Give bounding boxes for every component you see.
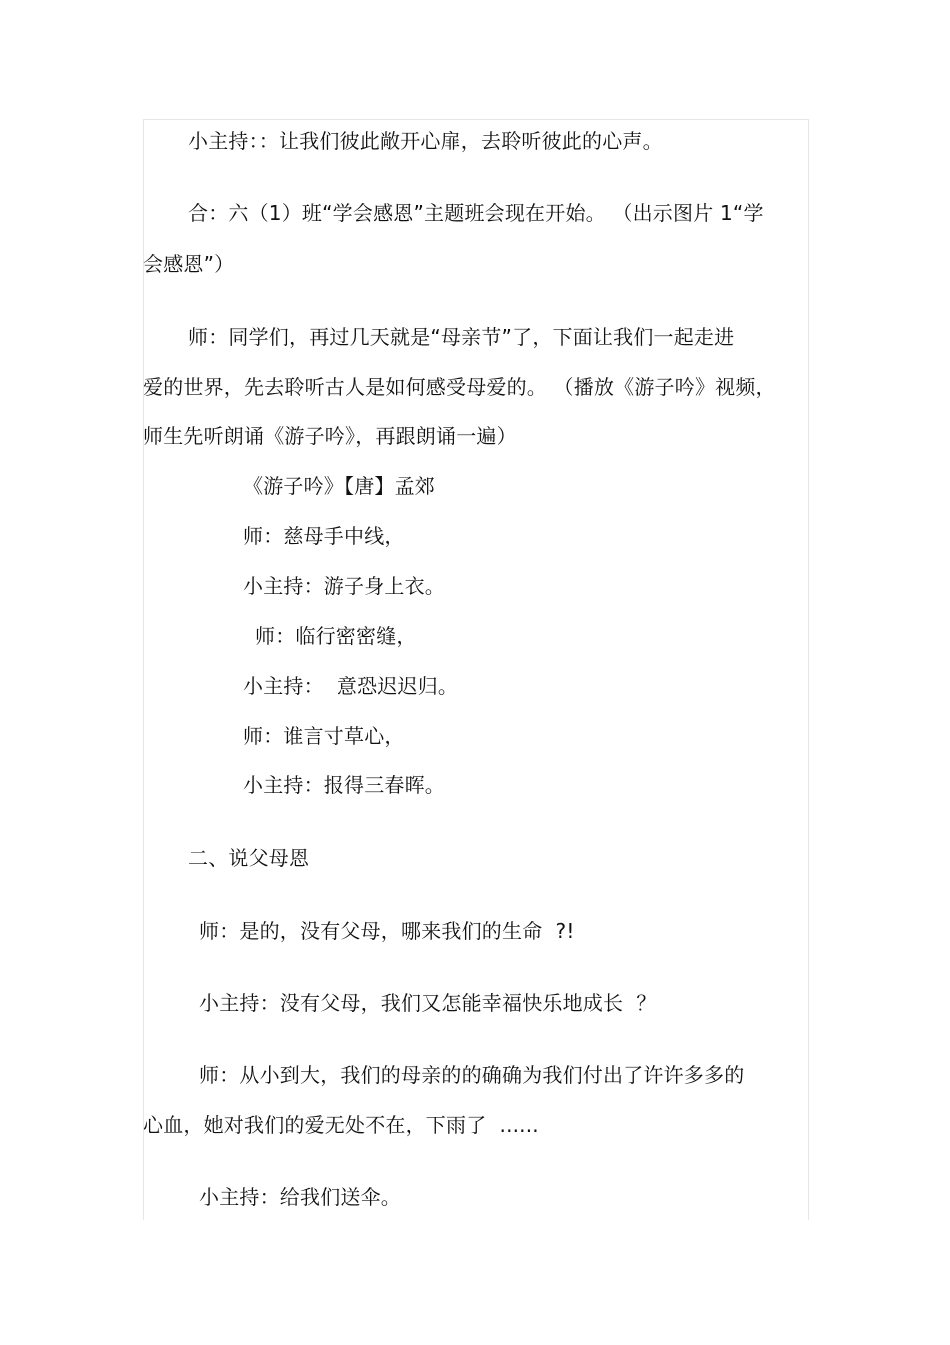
text-line-teacher-mother-care: 师：从小到大，我们的母亲的的确确为我们付出了许许多多的 [199, 1063, 745, 1087]
text-line-together-start: 合：六（1）班“学会感恩”主题班会现在开始。 （出示图片 1“学 [188, 201, 764, 225]
text-line-teacher-mothers-day-cont2: 师生先听朗诵《游子吟》，再跟朗诵一遍） [143, 424, 517, 448]
poem-line-3: 师：临行密密缝， [255, 624, 417, 648]
section-heading-parents-grace: 二、说父母恩 [188, 846, 310, 870]
text-line-teacher-mothers-day: 师：同学们，再过几天就是“母亲节”了，下面让我们一起走进 [188, 325, 735, 349]
poem-line-5: 师：谁言寸草心， [243, 724, 405, 748]
text-line-host-open-hearts: 小主持：：让我们彼此敞开心扉，去聆听彼此的心声。 [188, 129, 663, 153]
poem-line-6: 小主持：报得三春晖。 [243, 773, 445, 797]
text-line-host-umbrella: 小主持：给我们送伞。 [199, 1185, 401, 1209]
text-line-together-start-cont: 会感恩”） [143, 252, 235, 276]
poem-line-2: 小主持：游子身上衣。 [243, 574, 445, 598]
text-line-host-growth: 小主持：没有父母，我们又怎能幸福快乐地成长 ？ [199, 991, 657, 1015]
poem-title: 《游子吟》【唐】孟郊 [243, 474, 435, 498]
poem-line-4: 小主持： 意恐迟迟归。 [243, 674, 459, 698]
poem-line-1: 师：慈母手中线， [243, 524, 405, 548]
page-frame [143, 119, 809, 1220]
text-line-teacher-mothers-day-cont1: 爱的世界，先去聆听古人是如何感受母爱的。 （播放《游子吟》视频， [143, 375, 776, 399]
text-line-teacher-life: 师：是的，没有父母，哪来我们的生命 ?! [199, 919, 575, 943]
text-line-teacher-mother-care-cont: 心血，她对我们的爱无处不在，下雨了 ...... [143, 1113, 539, 1137]
